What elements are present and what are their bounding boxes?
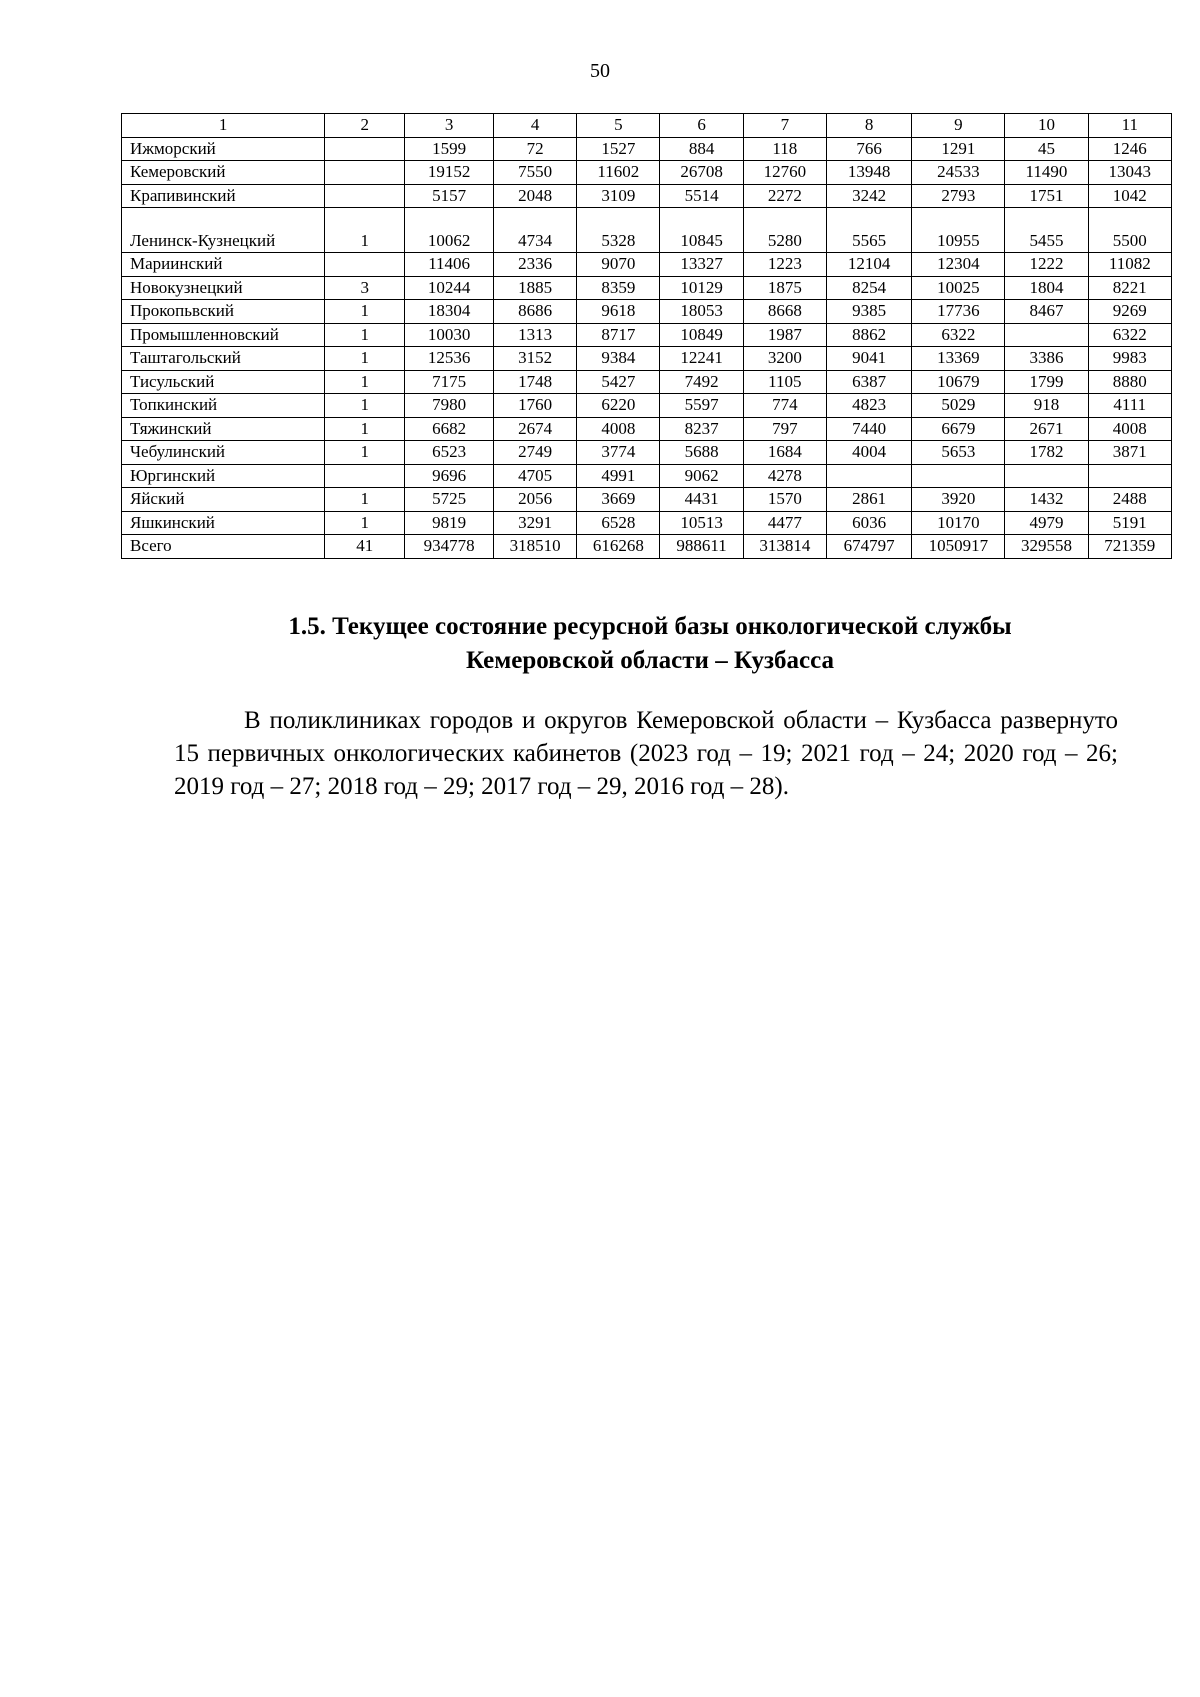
table-cell [912,464,1005,488]
table-cell: 10955 [912,208,1005,253]
table-cell: 7980 [405,394,494,418]
district-name-cell: Яйский [122,488,325,512]
table-cell: 24533 [912,161,1005,185]
table-row [122,511,1172,535]
table-cell: 5500 [1088,208,1171,253]
table-cell: 12760 [743,161,826,185]
table-cell: 6682 [405,417,494,441]
table-cell: 1799 [1005,370,1088,394]
table-cell: 13948 [826,161,911,185]
column-header: 6 [660,114,743,138]
table-cell: 6036 [826,511,911,535]
table-row [122,184,1172,208]
table-cell: 1105 [743,370,826,394]
table-cell: 26708 [660,161,743,185]
section-title-line-1: 1.5. Текущее состояние ресурсной базы онкологической службы [288,613,1012,640]
section-title-line-2: Кемеровской области – Кузбасса [465,647,835,674]
table-cell: 1570 [743,488,826,512]
table-cell: 1 [325,347,405,371]
table-cell: 4004 [826,441,911,465]
table-cell: 8862 [826,323,911,347]
table-cell: 934778 [405,535,494,559]
table-cell: 313814 [743,535,826,559]
table-cell: 11406 [405,253,494,277]
table-row [122,370,1172,394]
table-cell: 1291 [912,137,1005,161]
table-cell: 1760 [493,394,576,418]
table-cell: 1222 [1005,253,1088,277]
table-row [122,347,1172,371]
table-cell: 6387 [826,370,911,394]
table-cell: 9041 [826,347,911,371]
table-cell: 13369 [912,347,1005,371]
column-header: 4 [493,114,576,138]
table-cell: 5653 [912,441,1005,465]
table-cell: 11602 [577,161,660,185]
table-row [122,161,1172,185]
column-header: 3 [405,114,494,138]
table-cell: 2671 [1005,417,1088,441]
table-cell: 1432 [1005,488,1088,512]
table-cell: 3152 [493,347,576,371]
district-name-cell: Крапивинский [122,184,325,208]
table-row [122,208,1172,253]
table-cell: 9269 [1088,300,1171,324]
table-cell: 2861 [826,488,911,512]
table-cell: 10849 [660,323,743,347]
table-cell: 1 [325,441,405,465]
table-cell: 8359 [577,276,660,300]
table-cell: 5688 [660,441,743,465]
table-cell: 4431 [660,488,743,512]
table-cell: 2488 [1088,488,1171,512]
column-header: 9 [912,114,1005,138]
table-cell: 4008 [1088,417,1171,441]
table-cell: 7492 [660,370,743,394]
table-cell: 4111 [1088,394,1171,418]
table-cell [1088,464,1171,488]
table-cell: 10513 [660,511,743,535]
table-cell: 8686 [493,300,576,324]
table-cell: 1 [325,417,405,441]
table-cell: 774 [743,394,826,418]
table-row [122,394,1172,418]
table-cell: 5565 [826,208,911,253]
table-cell: 6679 [912,417,1005,441]
table-cell: 1 [325,511,405,535]
table-cell: 1050917 [912,535,1005,559]
district-name-cell: Таштагольский [122,347,325,371]
district-name-cell: Ленинск-Кузнецкий [122,208,325,253]
table-cell: 1 [325,323,405,347]
table-cell: 18053 [660,300,743,324]
table-cell: 4734 [493,208,576,253]
table-cell: 9062 [660,464,743,488]
table-cell: 9819 [405,511,494,535]
table-cell: 2336 [493,253,576,277]
table-row [122,323,1172,347]
table-cell: 8237 [660,417,743,441]
table-cell: 7440 [826,417,911,441]
table-cell [325,161,405,185]
table-cell: 1313 [493,323,576,347]
table-row [122,441,1172,465]
district-name-cell: Чебулинский [122,441,325,465]
table-cell: 9070 [577,253,660,277]
table-cell: 1987 [743,323,826,347]
table-cell: 5328 [577,208,660,253]
table-cell: 2272 [743,184,826,208]
table-cell: 4991 [577,464,660,488]
table-cell [826,464,911,488]
body-paragraph: В поликлиниках городов и округов Кемеровской области – Кузбасса развернуто 15 первичных онкологических кабинетов (2023 год – 19; 2021 год – 24; 2020 год – 26; 2019 год – 27; 2018 год – 29; 2017 год – 29, 2016 год – 28). [174,707,1118,800]
table-cell: 4008 [577,417,660,441]
table-cell: 5455 [1005,208,1088,253]
district-name-cell: Новокузнецкий [122,276,325,300]
table-cell: 3109 [577,184,660,208]
column-header: 2 [325,114,405,138]
column-header: 10 [1005,114,1088,138]
district-name-cell: Кемеровский [122,161,325,185]
table-cell: 9385 [826,300,911,324]
table-row [122,417,1172,441]
district-name-cell: Всего [122,535,325,559]
table-cell: 1 [325,300,405,324]
table-cell: 5157 [405,184,494,208]
table-cell: 5725 [405,488,494,512]
table-cell: 12536 [405,347,494,371]
table-cell: 4823 [826,394,911,418]
table-cell: 1042 [1088,184,1171,208]
table-cell: 13327 [660,253,743,277]
column-header: 1 [122,114,325,138]
table-cell: 10025 [912,276,1005,300]
table-cell: 1684 [743,441,826,465]
table-cell: 5514 [660,184,743,208]
table-cell: 2793 [912,184,1005,208]
table-cell: 11490 [1005,161,1088,185]
district-name-cell: Яшкинский [122,511,325,535]
table-cell: 8717 [577,323,660,347]
table-cell: 6322 [912,323,1005,347]
table-row [122,535,1172,559]
table-cell: 10170 [912,511,1005,535]
table-cell: 1782 [1005,441,1088,465]
district-name-cell: Прокопьвский [122,300,325,324]
table-cell [1005,323,1088,347]
table-cell: 41 [325,535,405,559]
table-cell: 766 [826,137,911,161]
table-cell: 3242 [826,184,911,208]
table-cell: 19152 [405,161,494,185]
table-cell: 6528 [577,511,660,535]
table-cell: 1527 [577,137,660,161]
table-cell: 5191 [1088,511,1171,535]
table-cell: 616268 [577,535,660,559]
table-cell: 72 [493,137,576,161]
table-cell: 1 [325,394,405,418]
table-cell: 11082 [1088,253,1171,277]
district-name-cell: Топкинский [122,394,325,418]
table-cell: 1 [325,370,405,394]
table-cell: 4705 [493,464,576,488]
table-cell: 1804 [1005,276,1088,300]
table-cell: 5280 [743,208,826,253]
table-cell: 8467 [1005,300,1088,324]
table-cell: 8254 [826,276,911,300]
table-cell: 1751 [1005,184,1088,208]
table-cell: 3871 [1088,441,1171,465]
table-cell: 8668 [743,300,826,324]
table-cell: 18304 [405,300,494,324]
table-cell: 988611 [660,535,743,559]
table-cell: 7550 [493,161,576,185]
table-cell: 6220 [577,394,660,418]
table-cell: 1 [325,488,405,512]
table-cell: 318510 [493,535,576,559]
table-cell: 10679 [912,370,1005,394]
table-cell: 6523 [405,441,494,465]
table-cell: 13043 [1088,161,1171,185]
column-header: 11 [1088,114,1171,138]
table-cell [325,464,405,488]
table-cell: 12304 [912,253,1005,277]
table-cell: 10030 [405,323,494,347]
table-row [122,253,1172,277]
table-cell [325,137,405,161]
table-cell: 10845 [660,208,743,253]
column-header: 7 [743,114,826,138]
table-cell: 1 [325,208,405,253]
table-cell: 3200 [743,347,826,371]
district-name-cell: Юргинский [122,464,325,488]
district-name-cell: Тяжинский [122,417,325,441]
table-row [122,464,1172,488]
table-cell: 10129 [660,276,743,300]
table-cell: 9696 [405,464,494,488]
district-name-cell: Мариинский [122,253,325,277]
table-cell [1005,464,1088,488]
table-cell: 329558 [1005,535,1088,559]
table-cell: 1748 [493,370,576,394]
table-row [122,488,1172,512]
table-cell: 10062 [405,208,494,253]
table-cell: 1885 [493,276,576,300]
table-cell: 1223 [743,253,826,277]
table-cell: 118 [743,137,826,161]
table-cell: 8880 [1088,370,1171,394]
table-cell: 674797 [826,535,911,559]
table-row [122,300,1172,324]
table-cell: 797 [743,417,826,441]
table-cell: 2056 [493,488,576,512]
table-cell: 12104 [826,253,911,277]
table-row [122,137,1172,161]
column-header: 5 [577,114,660,138]
table-cell: 2674 [493,417,576,441]
section-title [120,610,1180,678]
table-cell: 9983 [1088,347,1171,371]
table-header-row [122,114,1172,138]
table-cell: 9384 [577,347,660,371]
table-cell: 7175 [405,370,494,394]
table-cell: 6322 [1088,323,1171,347]
table-cell: 4979 [1005,511,1088,535]
table-cell: 3669 [577,488,660,512]
table-cell: 10244 [405,276,494,300]
table-cell: 5597 [660,394,743,418]
table-cell: 5427 [577,370,660,394]
table-cell: 3920 [912,488,1005,512]
table-cell: 3291 [493,511,576,535]
table-cell: 884 [660,137,743,161]
table-cell: 1246 [1088,137,1171,161]
table-row [122,276,1172,300]
district-name-cell: Ижморский [122,137,325,161]
table-cell: 2749 [493,441,576,465]
table-cell: 17736 [912,300,1005,324]
district-name-cell: Промышленновский [122,323,325,347]
table-cell: 4477 [743,511,826,535]
column-header: 8 [826,114,911,138]
table-cell: 5029 [912,394,1005,418]
table-cell: 918 [1005,394,1088,418]
table-cell: 4278 [743,464,826,488]
table-cell: 12241 [660,347,743,371]
table-cell: 45 [1005,137,1088,161]
district-name-cell: Тисульский [122,370,325,394]
table-cell: 3386 [1005,347,1088,371]
table-cell: 8221 [1088,276,1171,300]
table-cell [325,253,405,277]
table-cell: 721359 [1088,535,1171,559]
table-cell [325,184,405,208]
page-number: 50 [590,60,610,82]
table-cell: 2048 [493,184,576,208]
statistics-table [121,113,1172,559]
table-cell: 1875 [743,276,826,300]
table-cell: 9618 [577,300,660,324]
table-cell: 1599 [405,137,494,161]
table-cell: 3774 [577,441,660,465]
table-cell: 3 [325,276,405,300]
